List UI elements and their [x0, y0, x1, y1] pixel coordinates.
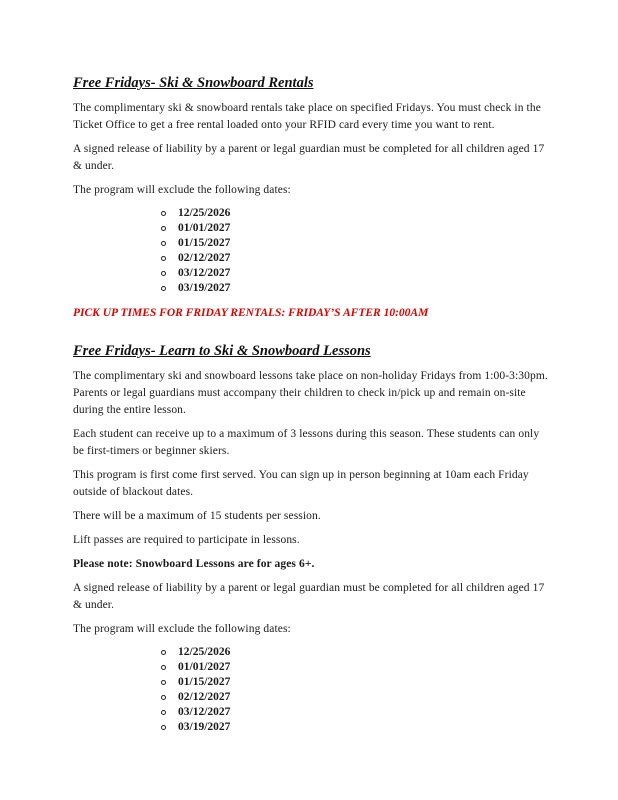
- excluded-date: 03/19/2027: [178, 721, 231, 733]
- lessons-exclude-intro: The program will exclude the following dates:: [73, 623, 291, 635]
- excluded-date: 03/19/2027: [178, 282, 231, 294]
- list-item: [161, 221, 551, 236]
- lessons-heading: Free Fridays- Learn to Ski & Snowboard Lessons: [73, 343, 371, 359]
- list-item: [161, 281, 551, 296]
- rentals-exclude-intro: The program will exclude the following dates:: [73, 184, 291, 196]
- list-item: [161, 675, 551, 690]
- lessons-release-notice: A signed release of liability by a parent or legal guardian must be completed for all children aged 17 & under.: [73, 582, 545, 611]
- list-item: [161, 705, 551, 720]
- bullet-icon: [161, 286, 166, 291]
- bullet-icon: [161, 256, 166, 261]
- list-item: [161, 690, 551, 705]
- bullet-icon: [161, 211, 166, 216]
- lessons-age-note: Please note: Snowboard Lessons are for ages 6+.: [73, 558, 315, 570]
- lessons-capacity: There will be a maximum of 15 students per session.: [73, 510, 321, 522]
- rentals-excluded-dates: [161, 206, 551, 296]
- lessons-description: The complimentary ski and snowboard lessons take place on non-holiday Fridays from 1:00-3:30pm. Parents or legal guardians must accompany their children to check in/pick up and remain on-site during the entire lesson.: [73, 370, 548, 416]
- bullet-icon: [161, 665, 166, 670]
- list-item: [161, 236, 551, 251]
- excluded-date: 01/01/2027: [178, 222, 231, 234]
- excluded-date: 01/15/2027: [178, 237, 231, 249]
- bullet-icon: [161, 725, 166, 730]
- bullet-icon: [161, 241, 166, 246]
- list-item: [161, 660, 551, 675]
- document-page: [73, 74, 551, 735]
- bullet-icon: [161, 695, 166, 700]
- excluded-date: 03/12/2027: [178, 706, 231, 718]
- excluded-date: 01/15/2027: [178, 676, 231, 688]
- rentals-heading: Free Fridays- Ski & Snowboard Rentals: [73, 75, 314, 91]
- excluded-date: 02/12/2027: [178, 252, 231, 264]
- bullet-icon: [161, 271, 166, 276]
- lessons-section: [73, 342, 551, 735]
- rentals-release-notice: A signed release of liability by a parent or legal guardian must be completed for all children aged 17 & under.: [73, 143, 545, 172]
- bullet-icon: [161, 710, 166, 715]
- list-item: [161, 645, 551, 660]
- lessons-signup: This program is first come first served. You can sign up in person beginning at 10am each Friday outside of blackout dates.: [73, 469, 529, 498]
- excluded-date: 02/12/2027: [178, 691, 231, 703]
- bullet-icon: [161, 650, 166, 655]
- lessons-lift-pass: Lift passes are required to participate in lessons.: [73, 534, 300, 546]
- bullet-icon: [161, 226, 166, 231]
- excluded-date: 12/25/2026: [178, 646, 231, 658]
- excluded-date: 03/12/2027: [178, 267, 231, 279]
- lessons-excluded-dates: [161, 645, 551, 735]
- list-item: [161, 251, 551, 266]
- list-item: [161, 206, 551, 221]
- rentals-description: The complimentary ski & snowboard rentals take place on specified Fridays. You must check in the Ticket Office to get a free rental loaded onto your RFID card every time you want to rent.: [73, 102, 541, 131]
- lessons-limit: Each student can receive up to a maximum of 3 lessons during this season. These students can only be first-timers or beginner skiers.: [73, 428, 540, 457]
- list-item: [161, 720, 551, 735]
- pickup-times-notice: PICK UP TIMES FOR FRIDAY RENTALS: FRIDAY’S AFTER 10:00AM: [73, 307, 429, 319]
- list-item: [161, 266, 551, 281]
- rentals-section: [73, 74, 551, 322]
- excluded-date: 12/25/2026: [178, 207, 231, 219]
- excluded-date: 01/01/2027: [178, 661, 231, 673]
- bullet-icon: [161, 680, 166, 685]
